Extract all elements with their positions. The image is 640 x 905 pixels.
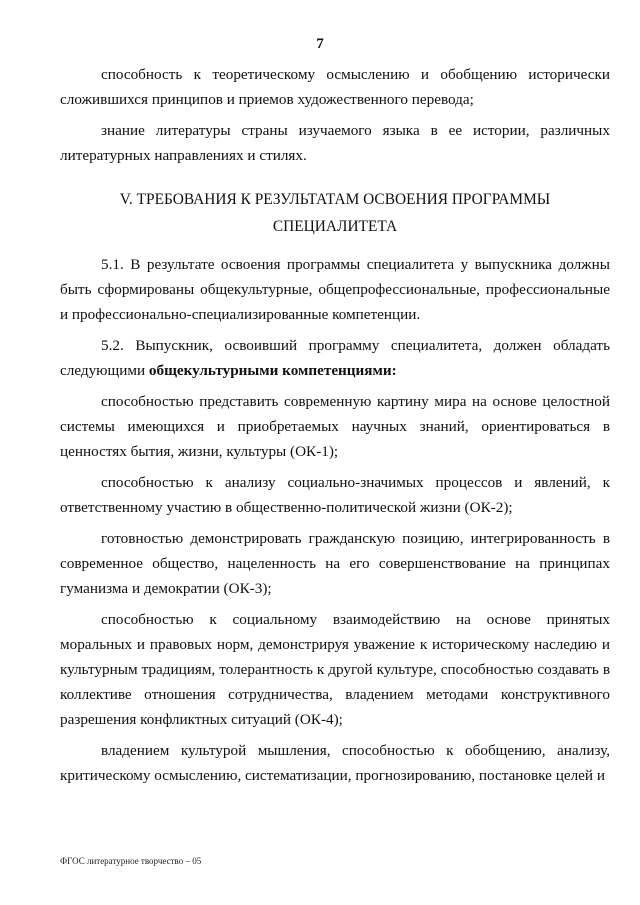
paragraph-5-2-bold-term: общекультурными компетенциями: [148, 362, 397, 379]
competency-ok-3: готовностью демонстрировать гражданскую позицию, интегрированность в современное общество, нацеленность на его совершенствование на принципах гуманизма и демократии (ОК-3); [60, 530, 610, 597]
page-number: 7 [316, 36, 324, 52]
competency-ok-5-partial: владением культурой мышления, способностью к обобщению, анализу, критическому осмыслению, систематизации, прогнозированию, постановке целей и [60, 742, 610, 784]
paragraph-5-2 [60, 333, 610, 383]
competency-ok-1: способностью представить современную картину мира на основе целостной системы имеющихся и приобретаемых научных знаний, ориентироваться в ценностях бытия, жизни, культуры (ОК-1); [60, 393, 610, 460]
paragraph-translation-ability: способность к теоретическому осмыслению и обобщению исторически сложившихся принципов и приемов художественного перевода; [60, 66, 610, 108]
competency-ok-2: способностью к анализу социально-значимых процессов и явлений, к ответственному участию в общественно-политической жизни (ОК-2); [60, 474, 610, 516]
paragraph-5-2-text: 5.2. Выпускник, освоивший программу специалитета, должен обладать следующими [60, 337, 610, 379]
competency-ok-4: способностью к социальному взаимодействию на основе принятых моральных и правовых норм, демонстрируя уважение к историческому наследию и культурным традициям, толерантность к другой культуре, способностью создавать в коллективе отношения сотрудничества, владением методами конструктивного разрешения конфликтных ситуаций (ОК-4); [60, 611, 610, 728]
paragraph-literature-knowledge: знание литературы страны изучаемого языка в ее истории, различных литературных направлениях и стилях. [60, 122, 610, 164]
page-content [60, 62, 610, 794]
page-footer: ФГОС литературное творчество – 05 [60, 856, 202, 866]
paragraph-5-1: 5.1. В результате освоения программы специалитета у выпускника должны быть сформированы общекультурные, общепрофессиональные, профессиональные и профессионально-специализированные компетенции. [60, 256, 610, 323]
section-heading: V. ТРЕБОВАНИЯ К РЕЗУЛЬТАТАМ ОСВОЕНИЯ ПРОГРАММЫ СПЕЦИАЛИТЕТА [119, 191, 551, 235]
